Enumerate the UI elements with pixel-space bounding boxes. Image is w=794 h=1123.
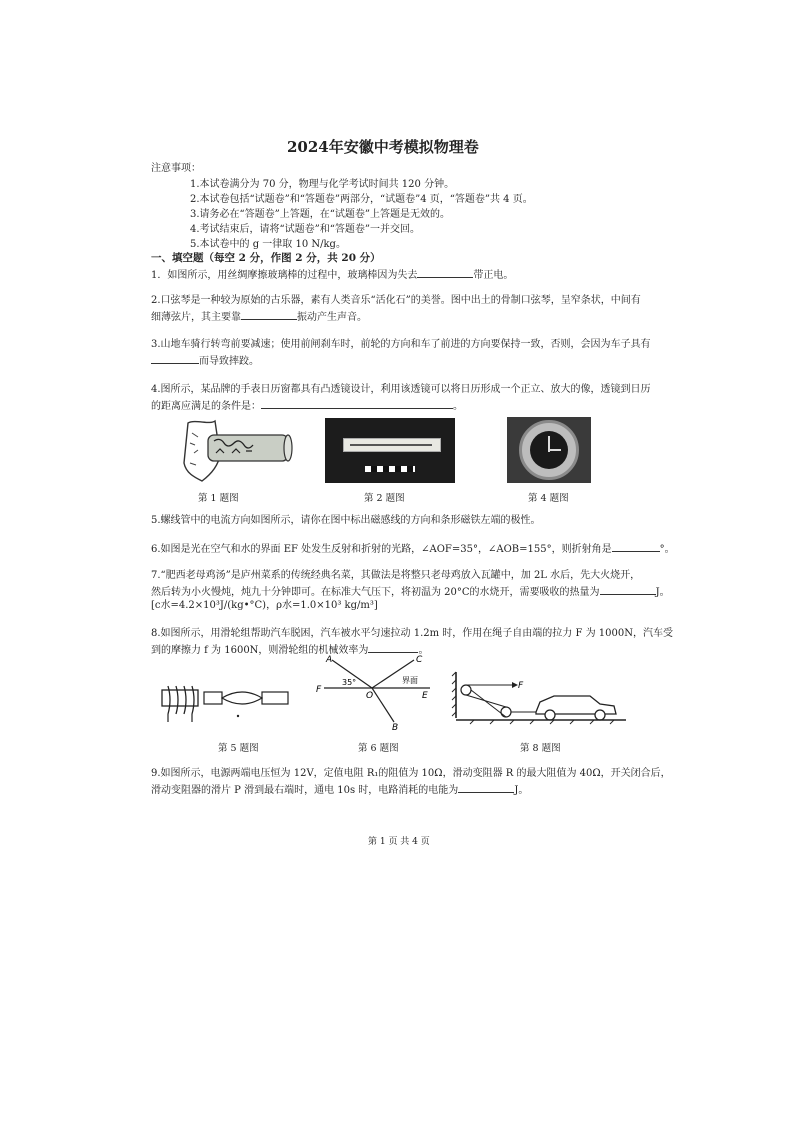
label-F: F [316,685,322,695]
page-title: 2024年安徽中考模拟物理卷 [287,138,479,156]
figure-2-mouth-harp-photo [325,418,455,483]
question-text: 细薄弦片，其主要靠 [151,312,241,323]
question-9-line-2 [151,782,528,797]
question-8-line-1: 8.如图所示，用滑轮组帮助汽车脱困，汽车被水平匀速拉动 1.2m 时，作用在绳子自由端的拉力 F 为 1000N，汽车受 [151,628,673,639]
figure-1-glass-rod [180,415,300,485]
label-E: E [422,691,428,701]
movable-pulley [501,707,511,717]
question-4-line-2 [151,398,463,413]
question-text: °。 [659,544,675,555]
answer-blank[interactable] [417,267,473,278]
question-text: 滑动变阻器的滑片 P 滑到最右端时，通电 10s 时，电路消耗的电能为 [151,785,459,796]
note-item: 2.本试卷包括“试题卷”和“答题卷”两部分，“试题卷”4 页，“答题卷”共 4 页。 [190,194,533,205]
question-text: 然后转为小火慢炖，炖九十分钟即可。在标准大气压下，将初温为 20°C的水烧开，需要吸收的热量为 [151,587,600,598]
label-O: O [366,691,374,701]
question-text: J。 [514,785,529,796]
question-7-line-1: 7.“肥西老母鸡汤”是庐州菜系的传统经典名菜，其做法是将整只老母鸡放入瓦罐中，加 2L 水后，先大火烧开， [151,570,641,581]
figure-8-pulley-car [450,668,630,726]
question-text: 而导致摔跤。 [199,356,259,367]
section-heading: 一、填空题（每空 2 分，作图 2 分，共 20 分） [151,252,381,264]
figure-5-caption: 第 5 题图 [218,743,259,754]
bar-magnet [222,692,262,704]
figure-6-caption: 第 6 题图 [358,743,399,754]
figure-4-caption: 第 4 题图 [528,493,569,504]
question-1 [151,267,513,282]
solenoid-core [162,690,198,706]
question-text: 振动产生声音。 [297,312,367,323]
scale-bar [365,466,415,472]
fixed-pulley [461,685,471,695]
figure-1-caption: 第 1 题图 [198,493,239,504]
figure-6-light-path [312,652,442,732]
figure-5-solenoid [156,676,296,726]
question-text: 。 [453,401,463,412]
label-interface: 界面 [402,676,418,685]
label-A: A [326,655,333,665]
answer-blank[interactable] [600,584,656,595]
car-wheel [595,710,605,720]
question-text: 。 [418,645,429,656]
note-item: 1.本试卷满分为 70 分，物理与化学考试时间共 120 分钟。 [190,179,455,190]
answer-blank[interactable] [261,398,453,409]
mouth-harp-image [343,438,441,452]
figure-8-caption: 第 8 题图 [520,743,561,754]
question-3-line-2 [151,353,259,368]
question-text: J。 [655,587,670,598]
figure-2-caption: 第 2 题图 [364,493,405,504]
notes-heading: 注意事项： [151,163,201,174]
question-text: 带正电。 [473,270,514,281]
question-9-line-1: 9.如图所示，电源两端电压恒为 12V，定值电阻 R₁的阻值为 10Ω，滑动变阻器 R 的最大阻值为 40Ω，开关闭合后， [151,768,671,779]
question-5: 5.螺线管中的电流方向如图所示，请你在图中标出磁感线的方向和条形磁铁左端的极性。 [151,515,541,526]
question-text: 到的摩擦力 f 为 1600N，则滑轮组的机械效率为 [151,645,369,656]
ray-OB [372,688,394,722]
note-item: 4.考试结束后，请将“试题卷”和“答题卷”一并交回。 [190,224,420,235]
answer-blank[interactable] [612,541,660,552]
note-item: 5.本试卷中的 g 一律取 10 N/kg。 [190,239,346,250]
label-B: B [392,723,399,732]
note-item: 3.请务必在“答题卷”上答题，在“试题卷”上答题是无效的。 [190,209,450,220]
label-force-F: F [518,681,524,691]
figure-4-watch-photo [507,417,591,483]
label-angle: 35° [342,678,357,687]
watch-dial [530,431,568,469]
question-6 [151,541,675,556]
answer-blank[interactable] [151,353,199,364]
question-text: 的距离应满足的条件是： [151,401,261,412]
answer-blank[interactable] [241,309,297,320]
watch-bezel [519,420,579,480]
question-4-line-1: 4.图所示，某品牌的手表日历窗都具有凸透镜设计，利用该透镜可以将日历形成一个正立、放大的像，透镜到日历 [151,384,651,395]
car-wheel [545,710,555,720]
label-C: C [416,655,423,665]
question-2-line-2 [151,309,367,324]
question-7-line-2 [151,584,670,599]
page-footer: 第 1 页 共 4 页 [368,837,430,847]
question-text: 6.如图是光在空气和水的界面 EF 处发生反射和折射的光路，∠AOF=35°，∠AOB=155°，则折射角是 [151,544,612,555]
question-text: 1．如图所示，用丝绸摩擦玻璃棒的过程中，玻璃棒因为失去 [151,270,418,281]
question-2-line-1: 2.口弦琴是一种较为原始的古乐器，素有人类音乐“活化石”的美誉。图中出土的骨制口弦琴，呈窄条状，中间有 [151,295,641,306]
question-7-line-3: [c水=4.2×10³J/(kg•°C)，ρ水=1.0×10³ kg/m³] [151,600,378,611]
question-3-line-1: 3.山地车骑行转弯前要减速；使用前闸刹车时，前轮的方向和车了前进的方向要保持一致，否则，会因为车子具有 [151,339,651,350]
answer-blank[interactable] [458,782,514,793]
